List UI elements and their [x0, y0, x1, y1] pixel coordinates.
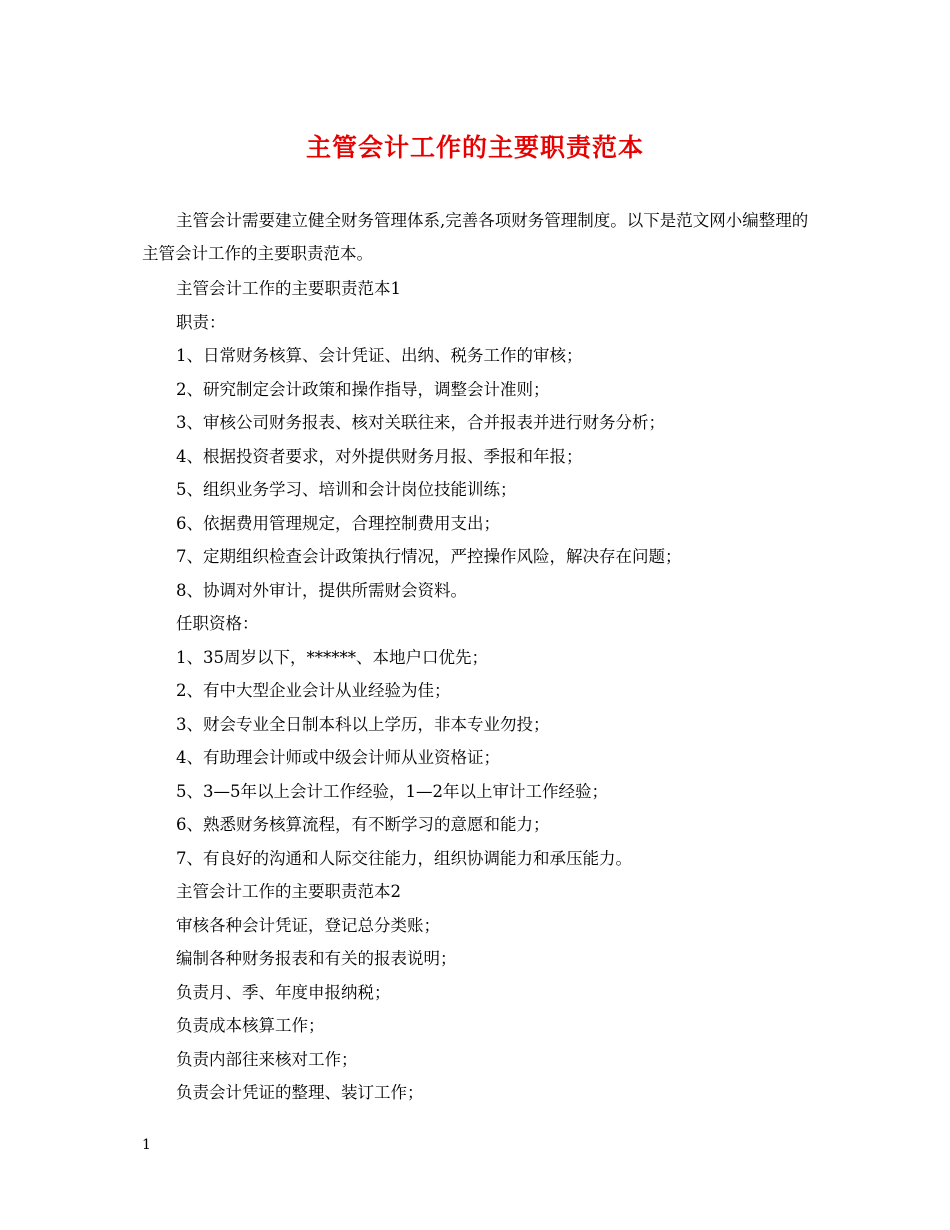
- duty-item: 4、根据投资者要求，对外提供财务月报、季报和年报；: [176, 446, 583, 466]
- duty-item: 5、组织业务学习、培训和会计岗位技能训练；: [176, 480, 517, 499]
- duty-item: 1、日常财务核算、会计凭证、出纳、税务工作的审核；: [176, 346, 583, 365]
- content-lines: [176, 272, 836, 1110]
- duty-item: 8、协调对外审计，提供所需财会资料。: [176, 580, 467, 600]
- section-heading-2: 主管会计工作的主要职责范本2: [176, 882, 401, 901]
- duty-line: 负责内部往来核对工作；: [176, 1049, 358, 1069]
- page-number: 1: [142, 1137, 151, 1153]
- qualification-item: 2、有中大型企业会计从业经验为佳；: [176, 681, 451, 700]
- qualification-item: 3、财会专业全日制本科以上学历，非本专业勿投；: [176, 714, 550, 734]
- duty-item: 7、定期组织检查会计政策执行情况，严控操作风险，解决存在问题；: [176, 547, 682, 566]
- duty-line: 负责会计凭证的整理、装订工作；: [176, 1083, 424, 1102]
- qualification-item: 5、3—5年以上会计工作经验，1—2年以上审计工作经验；: [176, 781, 608, 801]
- qualification-item: 7、有良好的沟通和人际交往能力，组织协调能力和承压能力。: [176, 848, 632, 868]
- duties-label: 职责：: [176, 312, 226, 332]
- qualification-item: 1、35周岁以下，******、本地户口优先；: [176, 647, 488, 667]
- duty-item: 2、研究制定会计政策和操作指导，调整会计准则；: [176, 379, 550, 399]
- duty-item: 6、依据费用管理规定，合理控制费用支出；: [176, 513, 500, 533]
- section-heading-1: 主管会计工作的主要职责范本1: [176, 279, 401, 298]
- duty-item: 3、审核公司财务报表、核对关联往来，合并报表并进行财务分析；: [176, 413, 665, 432]
- duty-line: 编制各种财务报表和有关的报表说明；: [176, 949, 457, 968]
- document-title: 主管会计工作的主要职责范本: [305, 133, 644, 162]
- duty-line: 负责月、季、年度申报纳税；: [176, 982, 391, 1002]
- duty-line: 负责成本核算工作；: [176, 1016, 325, 1035]
- qualification-item: 6、熟悉财务核算流程，有不断学习的意愿和能力；: [176, 815, 550, 834]
- qualifications-label: 任职资格：: [176, 614, 259, 633]
- duty-line: 审核各种会计凭证，登记总分类账；: [176, 915, 440, 935]
- qualification-item: 4、有助理会计师或中级会计师从业资格证；: [176, 748, 500, 767]
- intro-paragraph: 主管会计需要建立健全财务管理体系,完善各项财务管理制度。以下是范文网小编整理的主管会计工作的主要职责范本。: [142, 211, 809, 263]
